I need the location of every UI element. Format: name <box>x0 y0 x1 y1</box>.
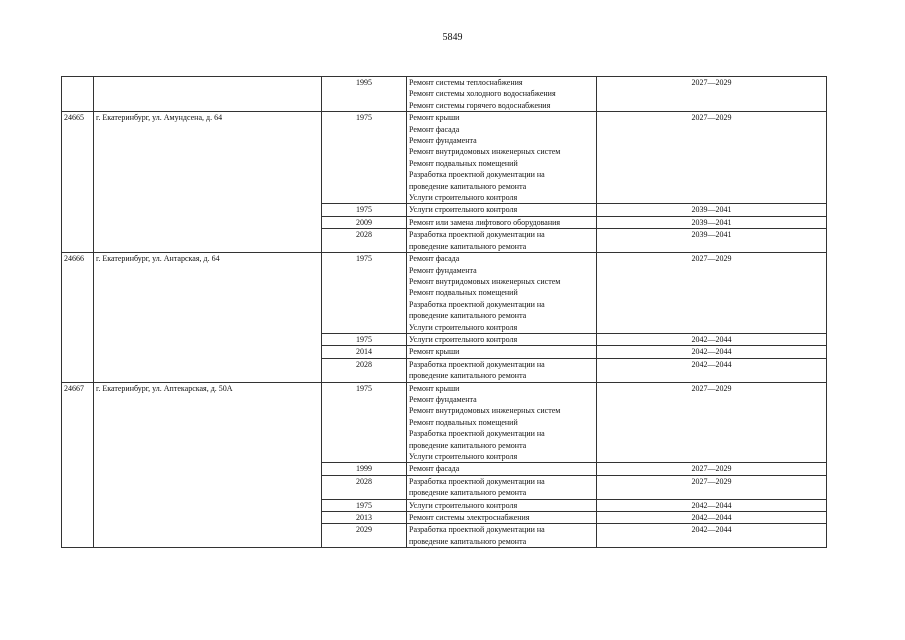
work-item: проведение капитального ремонта <box>409 311 527 321</box>
work-item: проведение капитального ремонта <box>409 440 527 450</box>
planned-term: 2042—2044 <box>597 333 827 345</box>
planned-term: 2042—2044 <box>597 358 827 382</box>
work-item: Ремонт внутридомовых инженерных систем <box>409 406 561 416</box>
repair-works <box>407 216 597 228</box>
work-item: Ремонт подвальных помещений <box>409 288 518 298</box>
repair-year: 2014 <box>322 346 407 358</box>
repair-works <box>407 229 597 253</box>
repair-year: 1975 <box>322 253 407 334</box>
work-item: проведение капитального ремонта <box>409 371 527 381</box>
building-number: 24665 <box>62 112 94 253</box>
work-item: Ремонт системы теплоснабжения <box>409 78 523 87</box>
repair-year: 1995 <box>322 77 407 112</box>
planned-term: 2027—2029 <box>597 382 827 463</box>
repair-works <box>407 524 597 548</box>
planned-term: 2042—2044 <box>597 346 827 358</box>
planned-term: 2042—2044 <box>597 499 827 511</box>
table-row <box>62 77 827 112</box>
planned-term: 2027—2029 <box>597 112 827 204</box>
repair-year: 2009 <box>322 216 407 228</box>
work-item: Ремонт подвальных помещений <box>409 158 518 168</box>
work-item: Разработка проектной документации на <box>409 299 545 309</box>
repair-year: 1975 <box>322 112 407 204</box>
building-address: г. Екатеринбург, ул. Антарская, д. 64 <box>94 253 322 382</box>
work-item: Ремонт системы электроснабжения <box>409 513 530 523</box>
building-number: 24667 <box>62 382 94 548</box>
building-address <box>94 77 322 112</box>
building-number: 24666 <box>62 253 94 382</box>
repair-works <box>407 463 597 475</box>
work-item: Услуги строительного контроля <box>409 452 518 461</box>
work-item: Услуги строительного контроля <box>409 334 518 344</box>
work-item: проведение капитального ремонта <box>409 488 527 498</box>
repair-year: 1975 <box>322 333 407 345</box>
planned-term: 2039—2041 <box>597 204 827 216</box>
building-address: г. Екатеринбург, ул. Аптекарская, д. 50А <box>94 382 322 548</box>
planned-term: 2027—2029 <box>597 475 827 499</box>
work-item: Разработка проектной документации на <box>409 170 545 180</box>
repair-year: 2029 <box>322 524 407 548</box>
work-item: Ремонт системы холодного водоснабжения <box>409 89 556 99</box>
planned-term: 2027—2029 <box>597 253 827 334</box>
work-item: проведение капитального ремонта <box>409 536 527 546</box>
repair-year: 1975 <box>322 382 407 463</box>
work-item: Ремонт крыши <box>409 113 460 123</box>
repair-works <box>407 475 597 499</box>
work-item: Услуги строительного контроля <box>409 205 518 215</box>
repair-year: 2028 <box>322 229 407 253</box>
repair-works <box>407 253 597 334</box>
work-item: Ремонт подвальных помещений <box>409 417 518 427</box>
repair-year: 2028 <box>322 358 407 382</box>
table-row <box>62 112 827 204</box>
table-body <box>62 77 827 548</box>
repair-works <box>407 204 597 216</box>
work-item: проведение капитального ремонта <box>409 241 527 251</box>
planned-term: 2039—2041 <box>597 216 827 228</box>
work-item: Ремонт внутридомовых инженерных систем <box>409 276 561 286</box>
repair-works <box>407 333 597 345</box>
work-item: Ремонт фасада <box>409 464 460 474</box>
work-item: Услуги строительного контроля <box>409 322 518 332</box>
page-number: 5849 <box>442 32 463 43</box>
repair-year: 2013 <box>322 512 407 524</box>
table-row <box>62 382 827 463</box>
planned-term: 2027—2029 <box>597 77 827 112</box>
work-item: Разработка проектной документации на <box>409 230 545 240</box>
capital-repair-table <box>61 76 827 548</box>
work-item: Ремонт фундамента <box>409 136 477 146</box>
repair-works <box>407 346 597 358</box>
repair-works <box>407 77 597 112</box>
work-item: Ремонт или замена лифтового оборудования <box>409 217 561 227</box>
table-row <box>62 253 827 334</box>
work-item: Ремонт фундамента <box>409 394 477 404</box>
work-item: Услуги строительного контроля <box>409 193 518 203</box>
building-address: г. Екатеринбург, ул. Амундсена, д. 64 <box>94 112 322 253</box>
work-item: Ремонт фасада <box>409 124 460 134</box>
work-item: Ремонт крыши <box>409 347 460 357</box>
repair-works <box>407 358 597 382</box>
repair-works <box>407 112 597 204</box>
work-item: Разработка проектной документации на <box>409 476 545 486</box>
work-item: Ремонт крыши <box>409 383 460 393</box>
repair-works <box>407 382 597 463</box>
work-item: Ремонт внутридомовых инженерных систем <box>409 147 561 157</box>
work-item: Ремонт системы горячего водоснабжения <box>409 100 551 110</box>
work-item: Услуги строительного контроля <box>409 500 518 510</box>
work-item: Разработка проектной документации на <box>409 525 545 535</box>
planned-term: 2042—2044 <box>597 512 827 524</box>
work-item: Разработка проектной документации на <box>409 429 545 439</box>
building-number <box>62 77 94 112</box>
repair-year: 1975 <box>322 204 407 216</box>
repair-works <box>407 512 597 524</box>
planned-term: 2042—2044 <box>597 524 827 548</box>
work-item: Разработка проектной документации на <box>409 359 545 369</box>
work-item: проведение капитального ремонта <box>409 181 527 191</box>
repair-year: 1975 <box>322 499 407 511</box>
repair-works <box>407 499 597 511</box>
repair-year: 1999 <box>322 463 407 475</box>
work-item: Ремонт фундамента <box>409 265 477 275</box>
planned-term: 2039—2041 <box>597 229 827 253</box>
repair-year: 2028 <box>322 475 407 499</box>
work-item: Ремонт фасада <box>409 254 460 264</box>
planned-term: 2027—2029 <box>597 463 827 475</box>
